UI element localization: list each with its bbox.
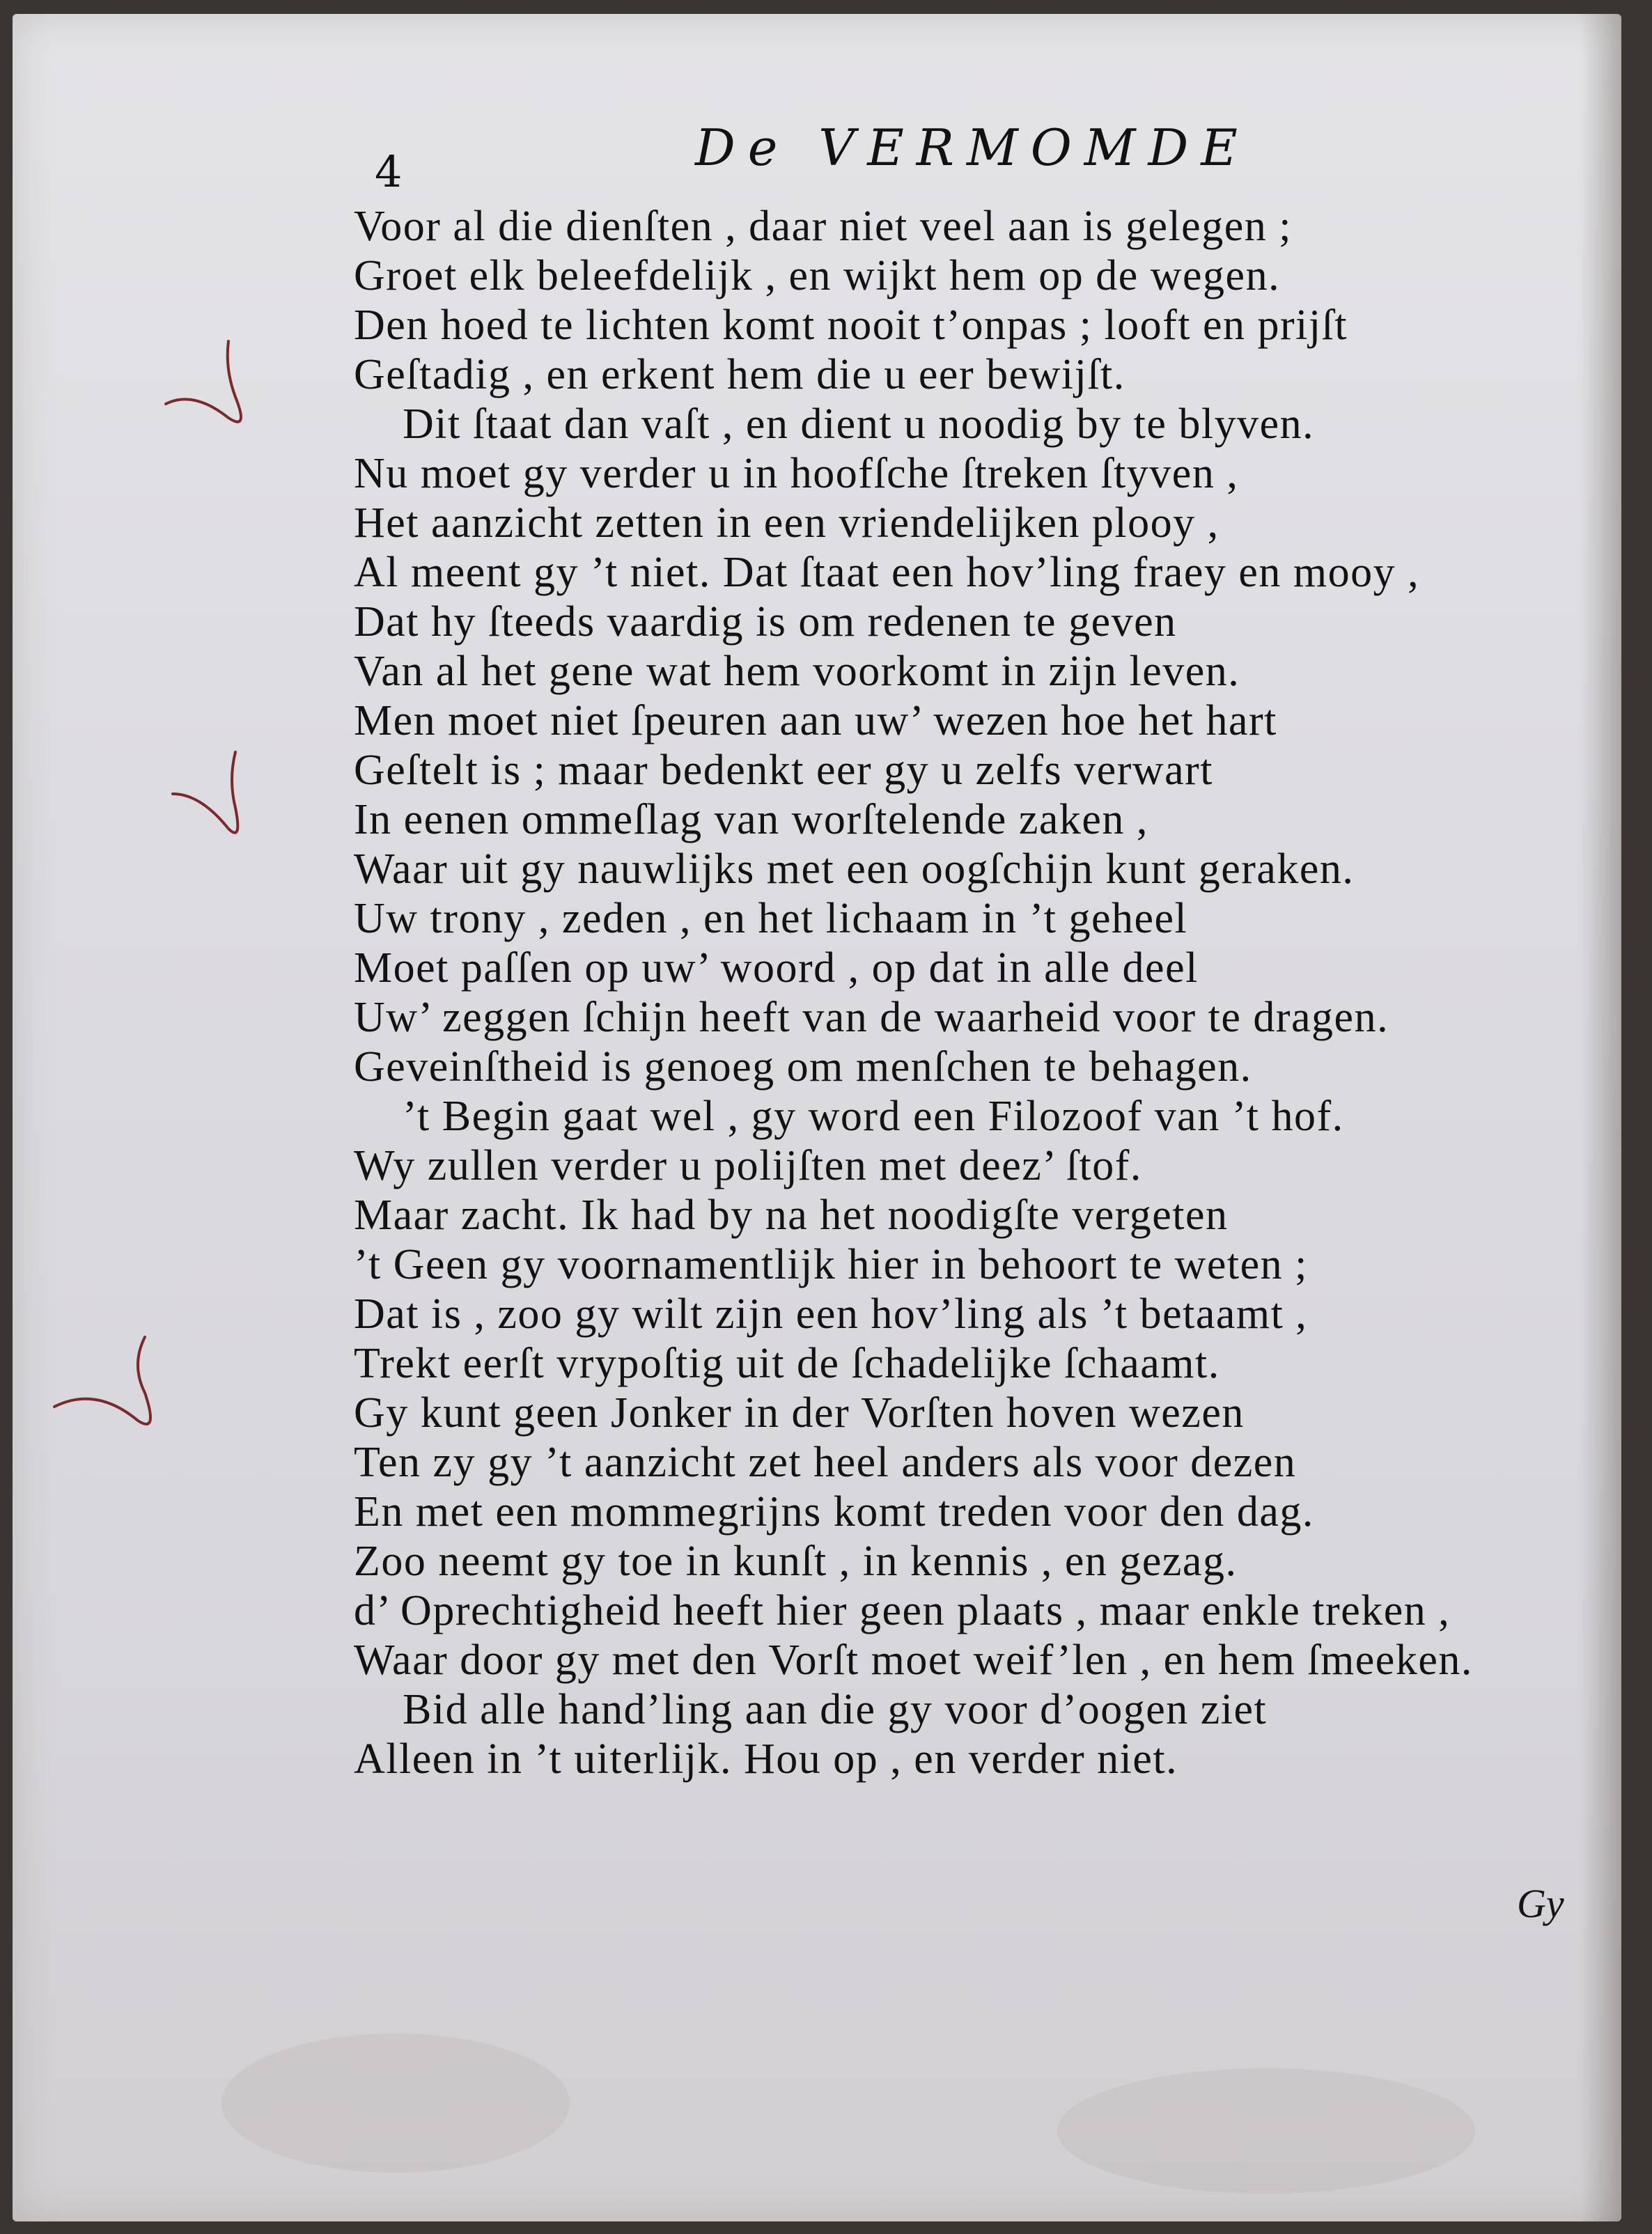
page-number: 4 [375, 146, 403, 197]
margin-check-mark-icon [166, 738, 305, 877]
poem-line: Den hoed te lichten komt nooit t’onpas ; looft en prijſt [354, 302, 1348, 349]
poem-line: Dat is , zoo gy wilt zijn een hov’ling als ’t betaamt , [354, 1290, 1308, 1338]
poem-line: d’ Oprechtigheid heeft hier geen plaats , maar enkle treken , [354, 1587, 1451, 1634]
poem-line: Geſtadig , en erkent hem die u eer bewijſt. [354, 351, 1125, 398]
margin-check-mark-icon [152, 327, 291, 467]
poem-line: Uw’ zeggen ſchijn heeft van de waarheid voor te dragen. [354, 994, 1389, 1041]
poem-line: Voor al die dienſten , daar niet veel aan is gelegen ; [354, 203, 1292, 250]
poem-line: Het aanzicht zetten in een vriendelijken plooy , [354, 499, 1219, 547]
poem-line: Dit ſtaat dan vaſt , en dient u noodig by te blyven. [403, 400, 1315, 448]
poem-line: Men moet niet ſpeuren aan uw’ wezen hoe het hart [354, 697, 1277, 744]
poem-line: En met een mommegrijns komt treden voor den dag. [354, 1488, 1314, 1536]
poem-line: Trekt eerſt vrypoſtig uit de ſchadelijke ſchaamt. [354, 1340, 1220, 1387]
poem-line: Al meent gy ’t niet. Dat ſtaat een hov’ling fraey en mooy , [354, 549, 1420, 596]
poem-line: ’t Geen gy voornamentlijk hier in behoort te weten ; [354, 1241, 1308, 1288]
page-edge-shadow [1580, 14, 1621, 2221]
paper-stain [1057, 2068, 1475, 2194]
poem-line: Waar uit gy nauwlijks met een oogſchijn kunt geraken. [354, 845, 1355, 893]
running-title: De VERMOMDE [695, 118, 1250, 177]
poem-line: Maar zacht. Ik had by na het noodigſte vergeten [354, 1192, 1229, 1239]
poem-line: Van al het gene wat hem voorkomt in zijn leven. [354, 648, 1240, 695]
catchword: Gy [1517, 1881, 1564, 1926]
poem-line: Gy kunt geen Jonker in der Vorſten hoven wezen [354, 1389, 1245, 1437]
poem-line: Zoo neemt gy toe in kunſt , in kennis , en gezag. [354, 1538, 1238, 1585]
poem-line: Wy zullen verder u polijſten met deez’ ſtof. [354, 1142, 1142, 1189]
poem-line: Alleen in ’t uiterlijk. Hou op , en verder niet. [354, 1735, 1178, 1783]
poem-line: ’t Begin gaat wel , gy word een Filozoof van ’t hof. [403, 1093, 1344, 1140]
poem-line: Dat hy ſteeds vaardig is om redenen te geven [354, 598, 1177, 646]
poem-line: In eenen ommeſlag van worſtelende zaken , [354, 796, 1148, 843]
poem-line: Moet paſſen op uw’ woord , op dat in alle deel [354, 944, 1199, 992]
margin-check-mark-icon [40, 1323, 180, 1462]
poem-line: Bid alle hand’ling aan die gy voor d’oogen ziet [403, 1686, 1268, 1733]
poem-line: Geſtelt is ; maar bedenkt eer gy u zelfs verwart [354, 747, 1214, 794]
book-page [13, 14, 1621, 2221]
paper-stain [221, 2033, 570, 2173]
poem-text [354, 202, 1580, 1784]
poem-line: Nu moet gy verder u in hoofſche ſtreken ſtyven , [354, 450, 1239, 497]
poem-line: Groet elk beleefdelijk , en wijkt hem op de wegen. [354, 252, 1281, 299]
page-header [13, 118, 1621, 197]
poem-line: Uw trony , zeden , en het lichaam in ’t geheel [354, 895, 1188, 942]
poem-line: Geveinſtheid is genoeg om menſchen te behagen. [354, 1043, 1252, 1091]
poem-line: Waar door gy met den Vorſt moet weif’len , en hem ſmeeken. [354, 1637, 1473, 1684]
poem-line: Ten zy gy ’t aanzicht zet heel anders als voor dezen [354, 1439, 1297, 1486]
